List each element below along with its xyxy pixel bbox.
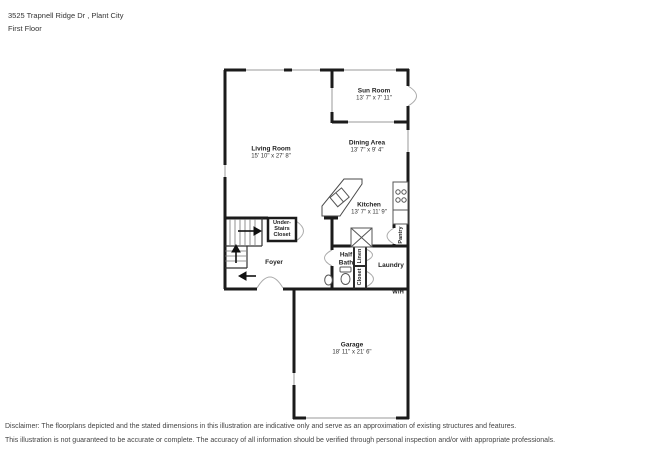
- sunroom-door-arc: [408, 86, 417, 106]
- pantry-door-arc: [387, 228, 394, 244]
- room-label-understairs-closet: Under- Stairs Closet: [272, 219, 292, 239]
- room-label-closet: Closet: [357, 268, 363, 286]
- address-title: 3525 Trapnell Ridge Dr , Plant City: [8, 11, 124, 20]
- room-label-pantry: Pantry: [398, 226, 404, 244]
- disclaimer-line-1: Disclaimer: The floorplans depicted and the stated dimensions in this illustration are indicative only and serve as an approximation of existing structures and features.: [5, 423, 517, 430]
- room-label-laundry: Laundry: [378, 262, 404, 270]
- floor-title: First Floor: [8, 24, 42, 33]
- halfbath-door-arc: [325, 250, 333, 266]
- room-label-dining-area: Dining Area 13' 7" x 9' 4": [348, 139, 386, 154]
- disclaimer-line-2: This illustration is not guaranteed to be accurate or complete. The accuracy of all information should be verified through personal inspection and/or with appropriate professionals.: [5, 436, 556, 444]
- room-label-kitchen: Kitchen 13' 7" x 11' 9": [351, 201, 387, 216]
- room-label-sun-room: Sun Room 13' 7" x 7' 11": [356, 87, 392, 102]
- windows-layer: [225, 70, 408, 418]
- appliance-x-box: [351, 228, 372, 247]
- stairs: [225, 218, 262, 280]
- disclaimer: [5, 420, 645, 447]
- room-label-half-bath: Half Bath: [338, 251, 354, 266]
- bath-fixtures: [325, 267, 351, 285]
- stove-counter: [393, 182, 408, 224]
- stair-right-arrow: [254, 227, 261, 235]
- toilet-icon: [340, 267, 351, 272]
- entry-left-arrow: [239, 272, 246, 280]
- room-label-living-room: Living Room 15' 10" x 27' 8": [251, 145, 291, 160]
- laundry-door-arc: [366, 271, 374, 287]
- entry-door-arc: [257, 277, 283, 288]
- label-water-heater: W/H: [392, 289, 404, 296]
- room-label-foyer: Foyer: [265, 259, 283, 267]
- bath-sink-icon: [325, 275, 333, 285]
- room-label-garage: Garage 18' 11" x 21' 6": [332, 341, 372, 356]
- room-label-linen: Linen: [357, 248, 363, 264]
